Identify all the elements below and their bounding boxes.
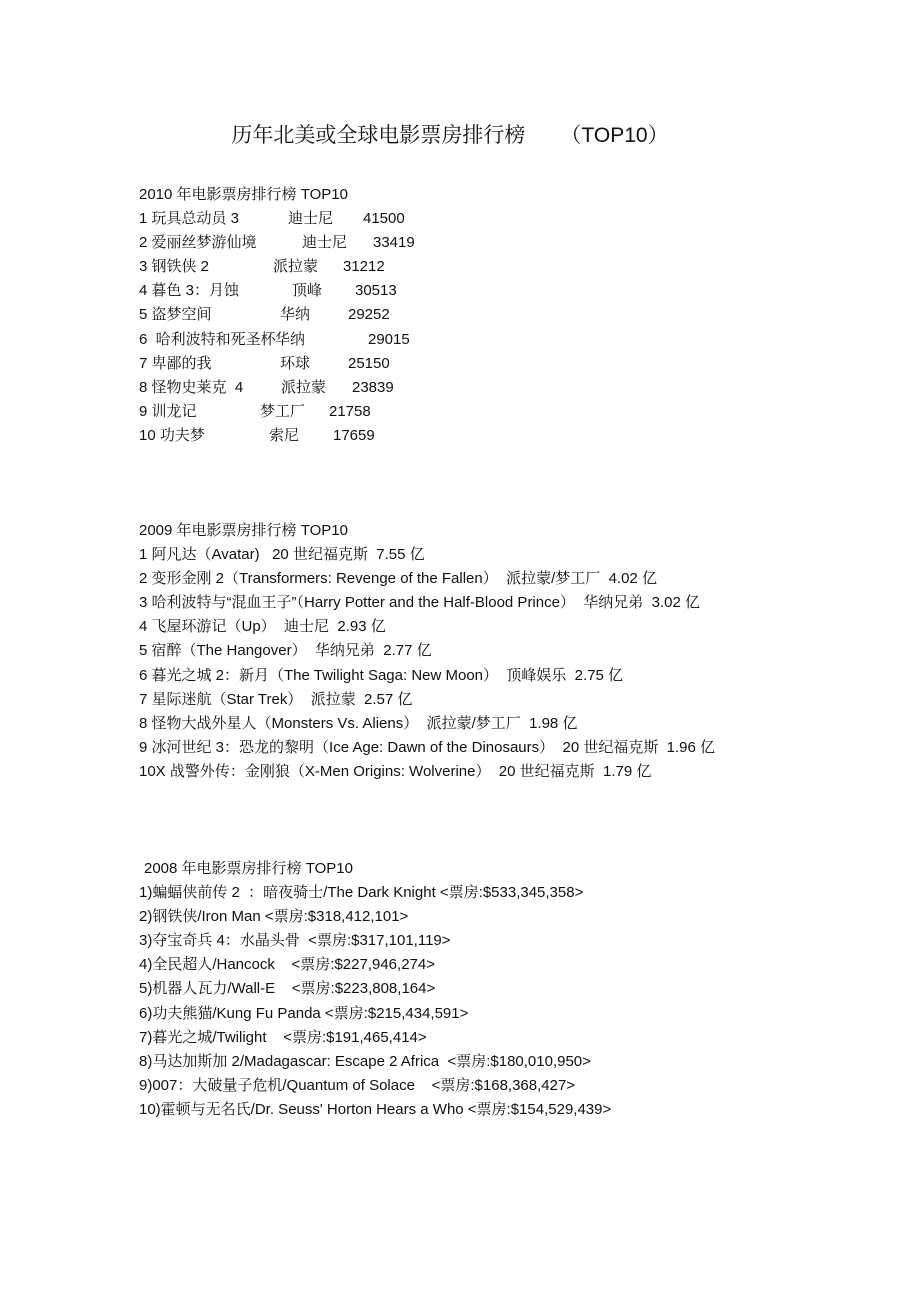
studio: 迪士尼 <box>288 210 334 228</box>
studio: 顶峰 <box>292 282 323 300</box>
studio: 梦工厂 <box>260 402 306 420</box>
page-title: 历年北美或全球电影票房排行榜 （TOP10） <box>231 124 669 147</box>
list-item: 7 星际迷航（Star Trek） 派拉蒙 2.57 亿 <box>139 690 413 708</box>
studio: 派拉蒙 <box>273 258 319 276</box>
list-item: 1)蝙蝠侠前传 2 ：暗夜骑士/The Dark Knight <票房:$533,345,358> <box>139 884 584 902</box>
list-item <box>139 255 899 279</box>
list-item: 5)机器人瓦力/Wall-E <票房:$223,808,164> <box>139 980 436 998</box>
ranking-list-2009 <box>139 543 899 784</box>
list-item: 9)007：大破量子危机/Quantum of Solace <票房:$168,368,427> <box>139 1076 576 1094</box>
box-office-value: 33419 <box>373 234 415 252</box>
list-item: 8 怪物大战外星人（Monsters Vs. Aliens） 派拉蒙/梦工厂 1.98 亿 <box>139 714 578 732</box>
ranking-list-2010 <box>139 207 899 448</box>
section-heading: 2008 年电影票房排行榜 TOP10 <box>144 860 353 877</box>
section-2008 <box>139 857 899 1122</box>
list-item <box>139 207 899 231</box>
box-office-value: 21758 <box>329 402 371 420</box>
list-item: 10)霍顿与无名氏/Dr. Seuss' Horton Hears a Who <票房:$154,529,439> <box>139 1100 612 1118</box>
movie-title: 3 钢铁侠 2 <box>139 258 210 276</box>
movie-title: 5 盗梦空间 <box>139 306 212 324</box>
section-heading: 2010 年电影票房排行榜 TOP10 <box>139 186 348 203</box>
box-office-value: 23839 <box>352 378 394 396</box>
studio: 派拉蒙 <box>281 378 327 396</box>
list-item <box>139 352 899 376</box>
movie-title: 10 功夫梦 <box>139 426 205 444</box>
list-item: 2 变形金刚 2（Transformers: Revenge of the Fallen） 派拉蒙/梦工厂 4.02 亿 <box>139 570 657 588</box>
list-item <box>139 279 899 303</box>
studio: 华纳 <box>280 306 311 324</box>
list-item: 3 哈利波特与“混血王子”（Harry Potter and the Half-Blood Prince） 华纳兄弟 3.02 亿 <box>139 594 700 612</box>
list-item: 9 冰河世纪 3：恐龙的黎明（Ice Age: Dawn of the Dinosaurs） 20 世纪福克斯 1.96 亿 <box>139 738 716 756</box>
box-office-value: 29252 <box>348 306 390 324</box>
movie-title: 6 哈利波特和死圣杯 <box>139 330 276 348</box>
list-item <box>139 424 899 448</box>
movie-title: 1 玩具总动员 3 <box>139 210 240 228</box>
list-item: 5 宿醉（The Hangover） 华纳兄弟 2.77 亿 <box>139 642 432 660</box>
studio: 华纳 <box>275 330 306 348</box>
section-heading: 2009 年电影票房排行榜 TOP10 <box>139 522 348 539</box>
box-office-value: 17659 <box>333 426 375 444</box>
studio: 迪士尼 <box>302 234 348 252</box>
list-item: 4)全民超人/Hancock <票房:$227,946,274> <box>139 956 435 974</box>
list-item: 3)夺宝奇兵 4：水晶头骨 <票房:$317,101,119> <box>139 932 451 950</box>
movie-title: 2 爱丽丝梦游仙境 <box>139 234 257 252</box>
box-office-value: 31212 <box>343 258 385 276</box>
list-item: 4 飞屋环游记（Up） 迪士尼 2.93 亿 <box>139 618 386 636</box>
list-item: 6 暮光之城 2：新月（The Twilight Saga: New Moon） 顶峰娱乐 2.75 亿 <box>139 666 624 684</box>
list-item: 8)马达加斯加 2/Madagascar: Escape 2 Africa <票房:$180,010,950> <box>139 1052 591 1070</box>
studio: 索尼 <box>269 426 300 444</box>
list-item: 7)暮光之城/Twilight <票房:$191,465,414> <box>139 1028 427 1046</box>
movie-title: 4 暮色 3：月蚀 <box>139 282 240 300</box>
movie-title: 8 怪物史莱克 4 <box>139 378 244 396</box>
section-2009 <box>139 519 899 784</box>
list-item <box>139 231 899 255</box>
movie-title: 7 卑鄙的我 <box>139 354 212 372</box>
box-office-value: 30513 <box>355 282 397 300</box>
studio: 环球 <box>280 354 311 372</box>
section-2010 <box>139 183 899 448</box>
list-item <box>139 376 899 400</box>
list-item <box>139 328 899 352</box>
list-item: 6)功夫熊猫/Kung Fu Panda <票房:$215,434,591> <box>139 1004 469 1022</box>
box-office-value: 41500 <box>363 210 405 228</box>
list-item: 10X 战警外传：金刚狼（X-Men Origins: Wolverine） 20 世纪福克斯 1.79 亿 <box>139 762 652 780</box>
ranking-list-2008 <box>139 881 899 1122</box>
box-office-value: 29015 <box>368 330 410 348</box>
list-item: 1 阿凡达（Avatar) 20 世纪福克斯 7.55 亿 <box>139 546 425 564</box>
box-office-value: 25150 <box>348 354 390 372</box>
list-item <box>139 303 899 327</box>
list-item: 2)钢铁侠/Iron Man <票房:$318,412,101> <box>139 908 409 926</box>
list-item <box>139 400 899 424</box>
movie-title: 9 训龙记 <box>139 402 197 420</box>
